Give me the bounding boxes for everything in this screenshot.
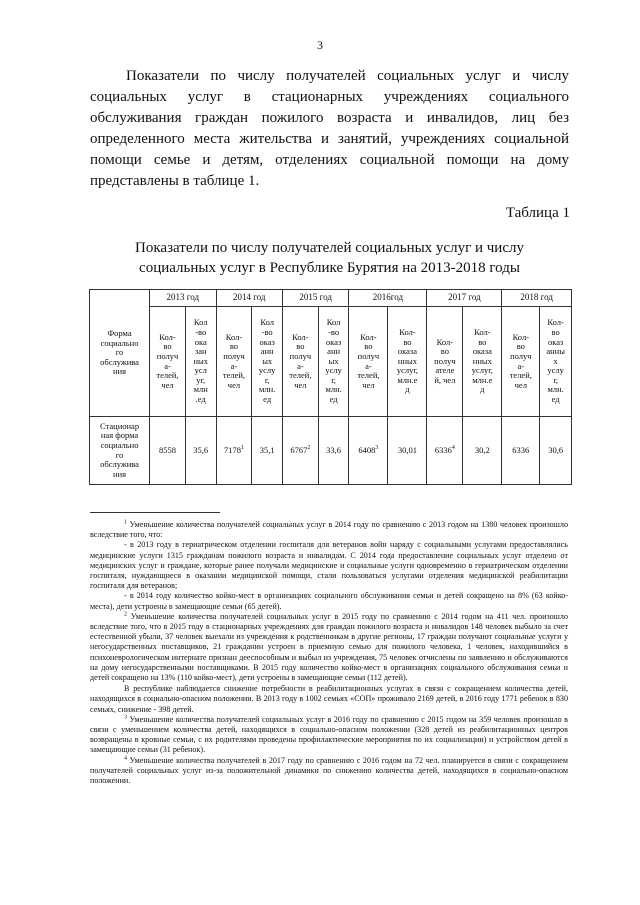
subheader-services: Кол- во оказа нных услуг, млн.е д <box>463 307 502 417</box>
footnote-text: Уменьшение количества получателей в 2017 году по сравнению с 2016 годом на 72 чел. планируется в связи с сокращением получателей социальных услуг из-за положительной динамики по снижению количества детей, находящихся в социально-опасном положении. <box>90 755 568 786</box>
subheader-services: Кол -во оказ анн ых услу г, млн. ед <box>318 307 349 417</box>
footnote-1 <box>90 520 568 540</box>
cell-2016-recipients <box>349 417 388 485</box>
footnote-mark: 4 <box>124 754 127 761</box>
footnote-ref: 4 <box>451 444 455 451</box>
table-label: Таблица 1 <box>505 205 570 221</box>
footnote-2-extra: В республике наблюдается снижение потребности в реабилитационных услугах в связи с сокращением количества детей, находящихся в социально-опасном положении. В 2013 году в 1002 семьях «СОП» проживало 2169 детей, в 2016 году 1771 ребенок в 830 семьях, снижение - 398 детей. <box>90 684 568 714</box>
year-header-2018: 2018 год <box>502 290 572 307</box>
year-header-2014: 2014 год <box>216 290 282 307</box>
footnote-ref: 3 <box>375 444 379 451</box>
intro-line: Показатели по числу получателей социальных услуг и числу <box>126 68 569 84</box>
footnote-mark: 1 <box>124 519 127 526</box>
subheader-services: Кол -во оказ анн ых услу г, млн. ед <box>252 307 283 417</box>
table-title <box>90 238 569 278</box>
subheader-recipients: Кол- во получ а- телей, чел <box>502 307 540 417</box>
subheader-recipients: Кол- во получ а- телей, чел <box>150 307 186 417</box>
footnote-ref: 1 <box>240 444 244 451</box>
table-title-line-2: социальных услуг в Республике Бурятия на 2013-2018 годы <box>139 260 520 276</box>
footnotes <box>90 520 568 786</box>
intro-line: обслуживания граждан пожилого возраста и инвалидов, лиц без <box>90 110 569 126</box>
cell-2018-recipients: 6336 <box>502 417 540 485</box>
row-form-label: Стационар ная форма социально го обслужива ния <box>90 417 150 485</box>
footnote-divider <box>90 512 220 513</box>
year-header-2017: 2017 год <box>427 290 502 307</box>
subheader-services: Кол- во оказ анны х услу г, млн. ед <box>540 307 572 417</box>
intro-paragraph <box>90 66 569 192</box>
cell-2013-recipients: 8558 <box>150 417 186 485</box>
year-header-2015: 2015 год <box>282 290 348 307</box>
footnote-text: Уменьшение количества получателей социальных услуг в 2016 году по сравнению с 2015 годом на 359 человек произошло в связи с уменьшением количества детей, находящихся в социально-опасном положении (328 детей из реабилитационных центров возвращены в кровные семьи, с их родителями проведены профилактические мероприятия по их социализации) и устройством детей в замещающие семьи (31 ребенок). <box>90 714 568 755</box>
footnote-ref: 2 <box>307 444 311 451</box>
subheader-recipients: Кол- во получ а- телей, чел <box>282 307 318 417</box>
subheader-services: Кол -во ока зан ных усл уг, млн .ед <box>185 307 216 417</box>
subheader-recipients: Кол- во получ а- телей, чел <box>216 307 252 417</box>
footnote-mark: 2 <box>124 611 127 618</box>
page-number: 3 <box>317 38 323 52</box>
footnote-mark: 3 <box>124 714 127 721</box>
data-table <box>89 289 572 485</box>
year-header-2016: 2016год <box>349 290 427 307</box>
cell-2015-recipients <box>282 417 318 485</box>
cell-2015-services: 33,6 <box>318 417 349 485</box>
table-row <box>90 417 572 485</box>
cell-2016-services: 30,01 <box>388 417 427 485</box>
cell-2018-services: 30,6 <box>540 417 572 485</box>
intro-line: помощи семье и детям, отделениях социальной помощи на дому <box>90 152 569 168</box>
subheader-services: Кол- во оказа нных услуг, млн.е д <box>388 307 427 417</box>
form-header: Форма социально го обслужива ния <box>90 290 150 417</box>
cell-value: 6408 <box>358 444 376 455</box>
cell-2017-recipients <box>427 417 463 485</box>
cell-value: 6336 <box>434 444 452 455</box>
subheader-recipients: Кол- во получ а- телей, чел <box>349 307 388 417</box>
footnote-1-item-b: - в 2014 году количество койко-мест в организациях социального обслуживания семьи и детей сокращено на 8% (63 койко-места), дети устроены в замещающие семьи (65 детей). <box>90 591 568 611</box>
intro-line: представлены в таблице 1. <box>90 173 260 189</box>
table-title-line-1: Показатели по числу получателей социальных услуг и числу <box>135 240 524 256</box>
footnote-text: Уменьшение количества получателей социальных услуг в 2015 году по сравнению с 2014 годом на 411 чел. произошло вследствие того, что в 2015 году в стационарных учреждениях для граждан пожилого возраста и инвалидов 148 человек выбыло за счет естественной убыли, 37 человек выехали из учреждения к родственникам в другие регионы, 17 граждан получают социальные услуги у негосударственных поставщиков, 21 гражданин устроен в приемную семью для пожилого человека, 1 человек, находившийся в психоневрологическом интернате признан дееспособным и выбыл из учреждения, 75 человек отчислены по заявлению и обслуживаются на дому негосударственными поставщиками. В 2015 году количество койко-мест в организациях социального обслуживания семьи и детей сокращено на 13% (110 койко-мест), дети устроены в замещающие семьи (112 детей). <box>90 611 568 683</box>
cell-2017-services: 30,2 <box>463 417 502 485</box>
footnote-3 <box>90 715 568 756</box>
cell-2013-services: 35,6 <box>185 417 216 485</box>
footnote-2 <box>90 612 568 683</box>
cell-2014-recipients <box>216 417 252 485</box>
intro-line: социальных услуг в стационарных учреждениях социального <box>90 89 569 105</box>
cell-value: 7178 <box>223 444 241 455</box>
footnote-text: Уменьшение количества получателей социальных услуг в 2014 году по сравнению с 2013 годом на 1380 человек произошло вследствие того, что: <box>90 520 568 540</box>
cell-2014-services: 35,1 <box>252 417 283 485</box>
cell-value: 6767 <box>290 444 308 455</box>
year-header-2013: 2013 год <box>150 290 216 307</box>
footnote-1-item-a: - в 2013 году в гериатрическом отделении госпиталя для ветеранов войн наряду с социальными услугами предоставлялись медицинские услуги 1315 гражданам пожилого возраста и инвалидам. С 2014 года предоставление социальных услуг отделено от медицинских услуг и граждане, которые ранее получали медицинские и социальные услуги одновременно в гериатрическом отделении госпиталя, нуждающиеся в оказании медицинской помощи, стали пользоваться услугами отделения медицинской реабилитации госпиталя для ветеранов; <box>90 540 568 591</box>
intro-line: определенного места жительства и занятий, учреждениях социальной <box>90 131 569 147</box>
footnote-4 <box>90 756 568 787</box>
subheader-recipients: Кол- во получ ателе й, чел <box>427 307 463 417</box>
